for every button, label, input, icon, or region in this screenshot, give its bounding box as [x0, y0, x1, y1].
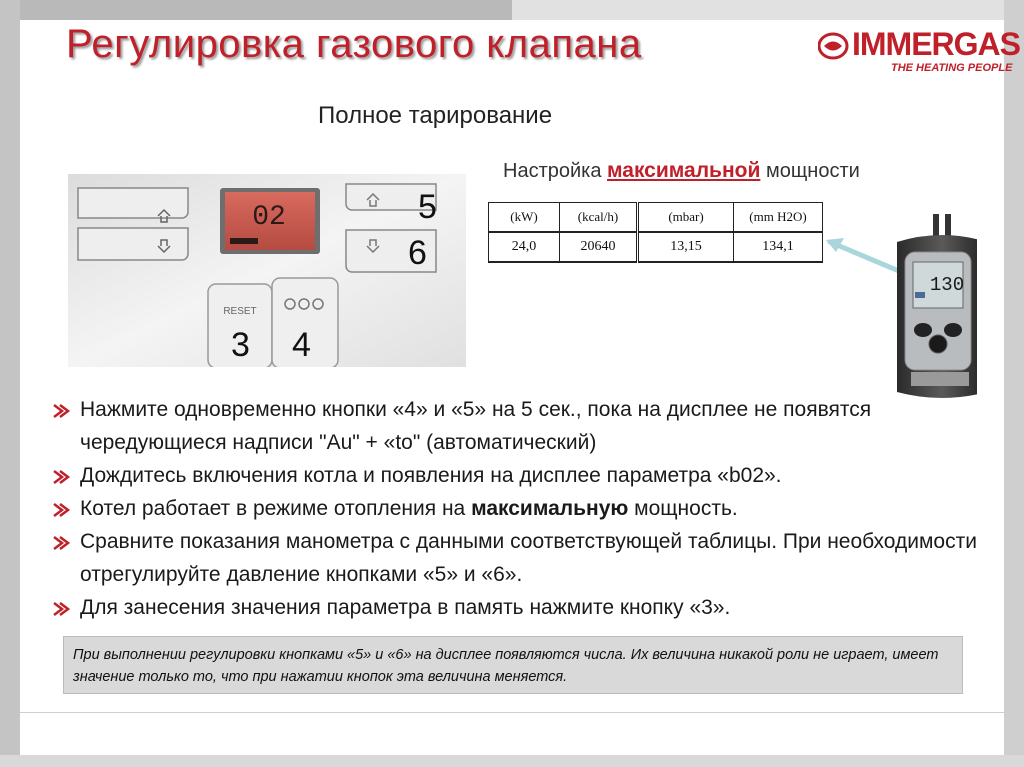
bullet-text: Сравните показания манометра с данными соответствующей таблицы. При необходимости отрегулируйте давление кнопками «5» и «6».: [80, 530, 977, 586]
list-item: [50, 459, 985, 492]
table-header-cell: (mm H2O): [734, 203, 823, 233]
list-item: [50, 591, 985, 624]
table-header-cell: (kW): [489, 203, 560, 233]
bullet-text: Для занесения значения параметра в память нажмите кнопку «3».: [80, 596, 731, 619]
key-number-4: 4: [292, 326, 311, 364]
setting-heading-after: мощности: [760, 160, 860, 182]
table-row: [489, 232, 823, 262]
list-item: [50, 492, 985, 525]
arrow-bullet-icon: [50, 393, 74, 426]
logo-brand: IMMERGAS: [852, 26, 1020, 62]
immergas-logo: [818, 26, 1020, 80]
frame-top-light: [512, 0, 1024, 20]
slide-title: Регулировка газового клапана: [66, 22, 642, 66]
table-header-cell: (kcal/h): [560, 203, 638, 233]
logo-flame-icon: [818, 32, 852, 60]
bullet-text: Нажмите одновременно кнопки «4» и «5» на 5 сек., пока на дисплее не появятся чередующиеся надписи "Au" + «to" (автоматический): [80, 398, 872, 454]
table-header-row: [489, 203, 823, 233]
arrow-bullet-icon: [50, 591, 74, 624]
table-cell: 24,0: [489, 232, 560, 262]
frame-left: [0, 0, 20, 767]
key-number-3: 3: [231, 326, 250, 364]
pressure-table: [488, 202, 823, 263]
table-cell: 134,1: [734, 232, 823, 262]
lcd-display-value: 02: [252, 202, 286, 233]
list-item: [50, 393, 985, 459]
bullet-text-after: мощность.: [628, 497, 738, 520]
list-item: [50, 525, 985, 591]
reset-label: RESET: [223, 306, 257, 317]
setting-heading-emphasis: максимальной: [607, 159, 761, 182]
control-panel-photo: [68, 174, 466, 367]
boiler-control-panel: [68, 174, 466, 367]
frame-bottom: [0, 755, 1024, 767]
key-number-5: 5: [418, 188, 437, 226]
footer-divider: [20, 712, 1004, 713]
table-cell: 13,15: [638, 232, 734, 262]
instruction-list: [50, 393, 985, 624]
setting-heading-before: Настройка: [503, 160, 608, 182]
logo-tagline: THE HEATING PEOPLE: [891, 62, 1013, 74]
meter-reading: 130: [929, 274, 965, 296]
table-header-cell: (mbar): [638, 203, 734, 233]
arrow-bullet-icon: [50, 492, 74, 525]
bullet-text-bold: максимальную: [471, 497, 629, 520]
setting-heading: [503, 159, 860, 183]
note-box: При выполнении регулировки кнопками «5» и «6» на дисплее появляются числа. Их величина никакой роли не играет, имеет значение только то, что при нажатии кнопок эта величина меняется.: [63, 636, 963, 694]
subtitle: Полное тарирование: [318, 102, 553, 129]
key-number-6: 6: [408, 234, 427, 272]
manometer-device: [877, 212, 977, 402]
arrow-bullet-icon: [50, 459, 74, 492]
table-cell: 20640: [560, 232, 638, 262]
frame-right: [1004, 0, 1024, 767]
bullet-text: Дождитесь включения котла и появления на дисплее параметра «b02».: [80, 464, 782, 487]
arrow-bullet-icon: [50, 525, 74, 558]
bullet-text-before: Котел работает в режиме отопления на: [80, 497, 472, 520]
